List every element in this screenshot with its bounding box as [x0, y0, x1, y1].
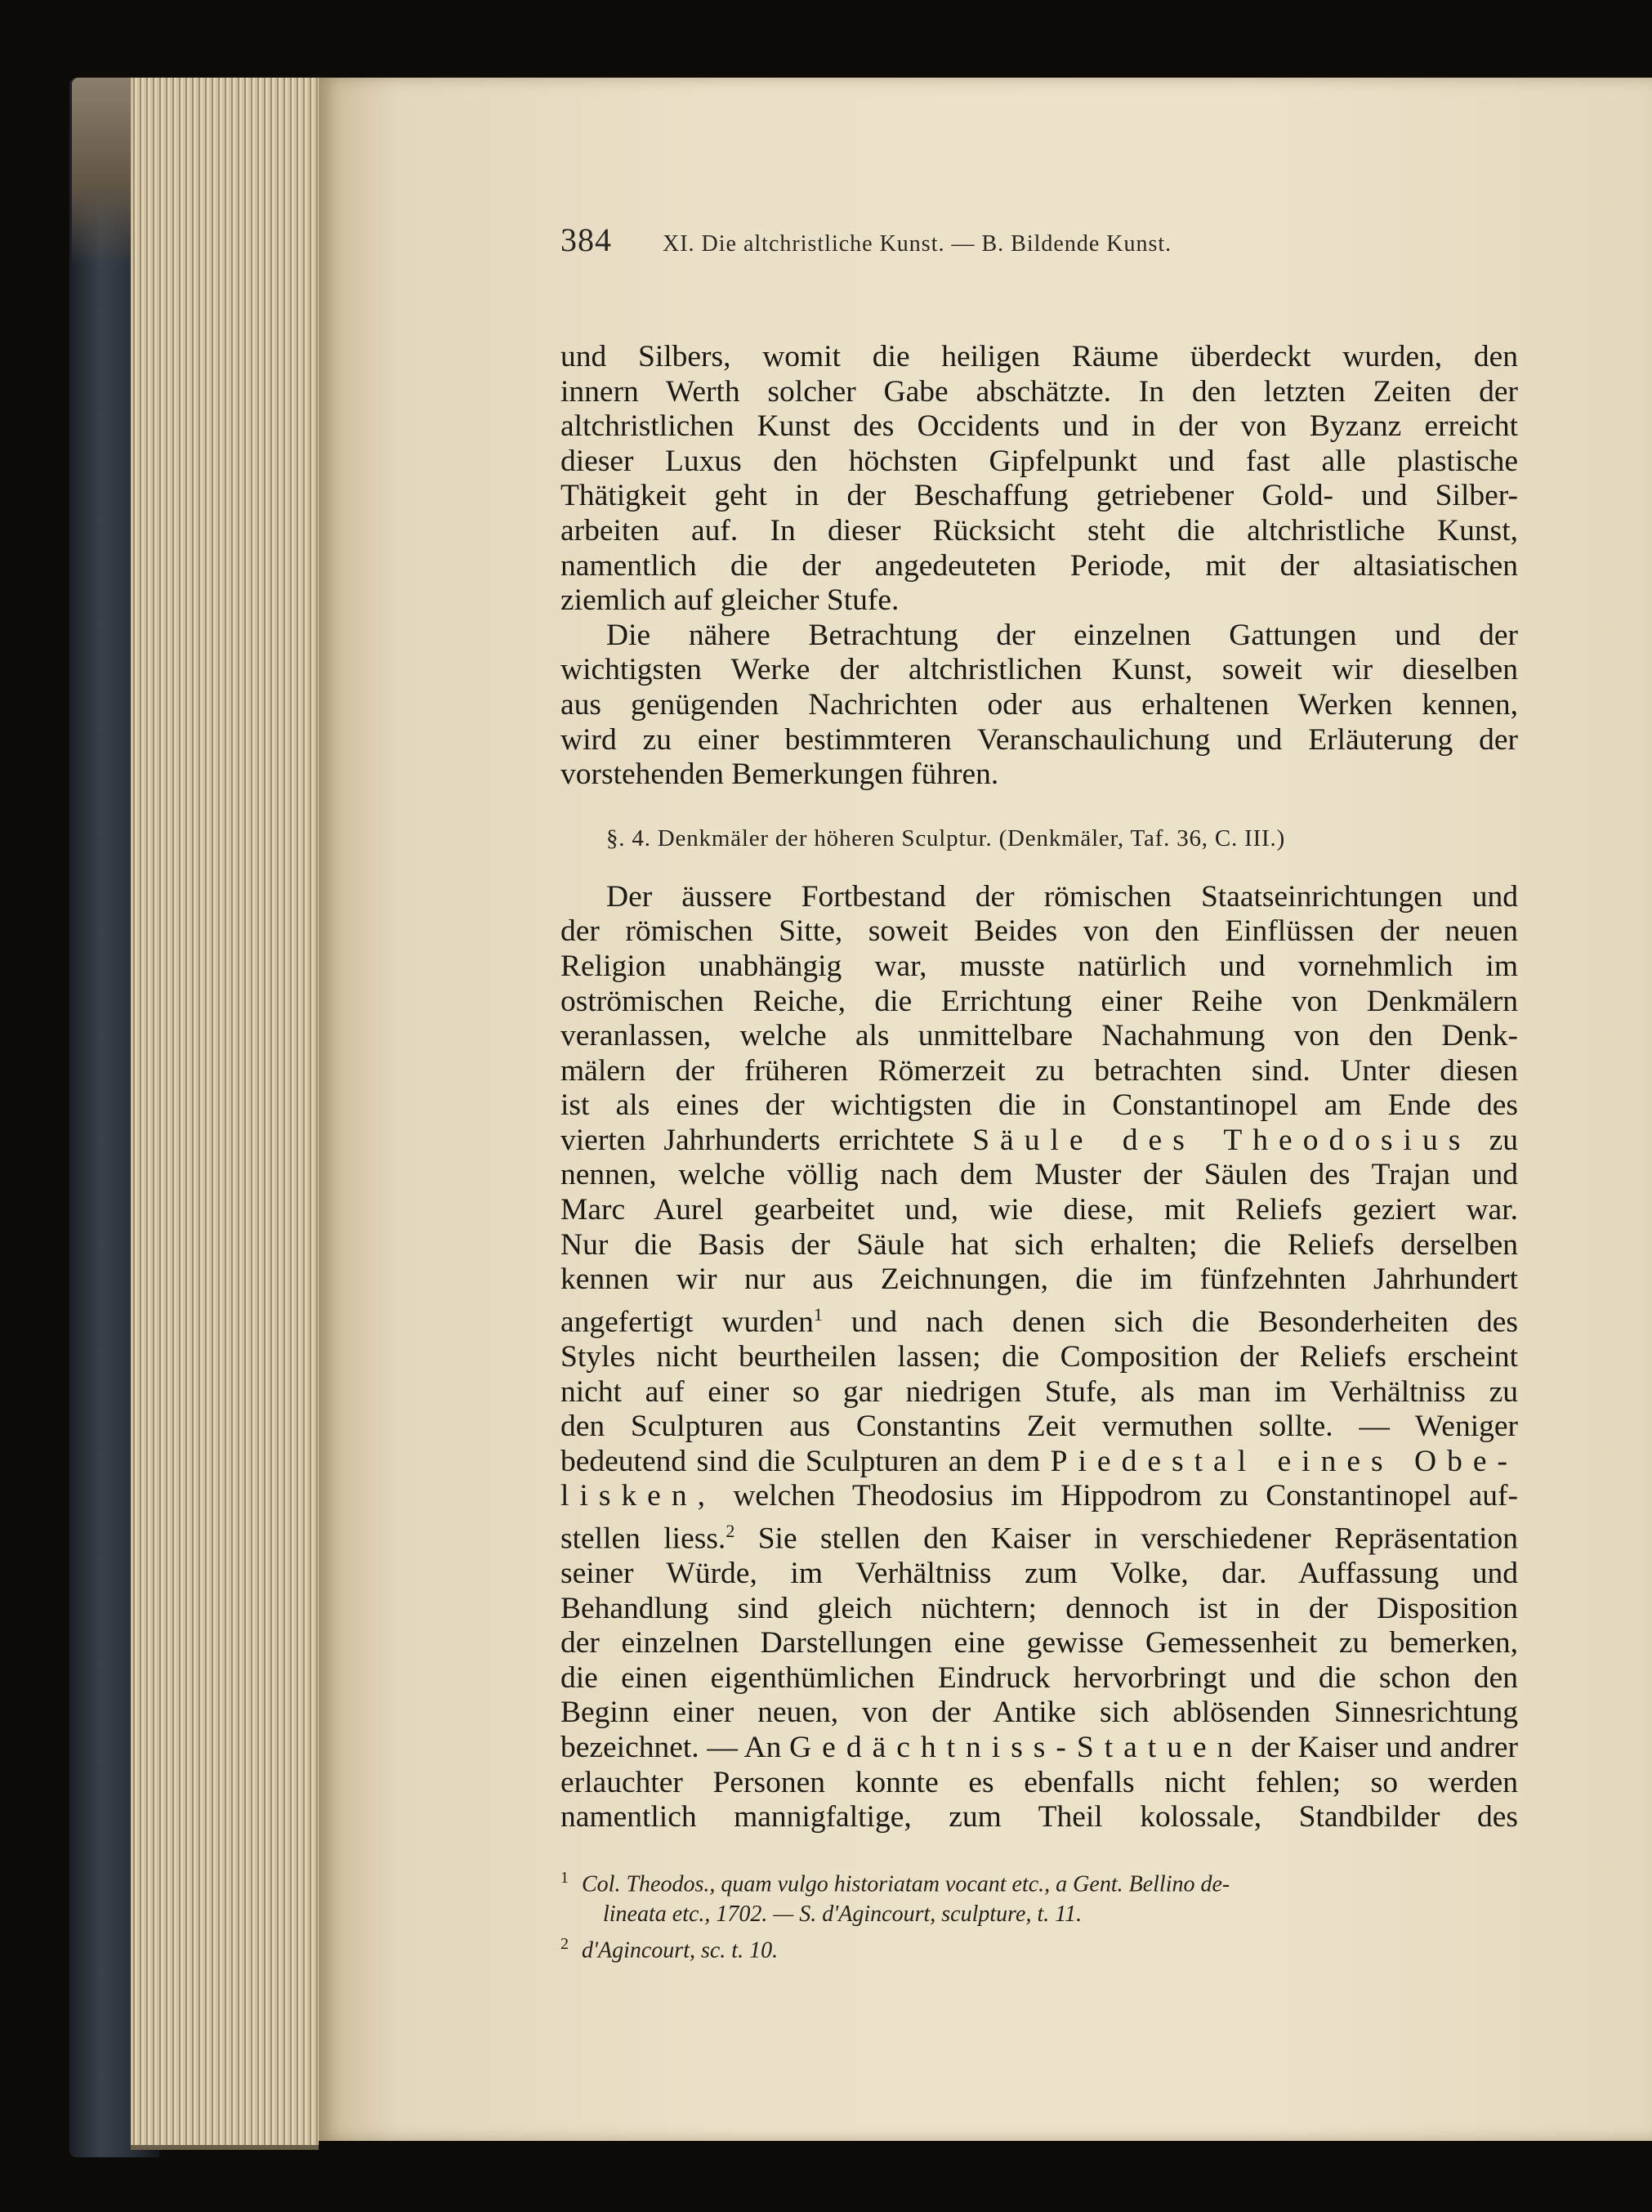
- text-line: Nur die Basis der Säule hat sich erhalten; die Reliefs derselben: [560, 1227, 1518, 1262]
- text-line: [560, 1445, 1518, 1480]
- text-line: Marc Aurel gearbeitet und, wie diese, mit Reliefs geziert war.: [560, 1193, 1518, 1227]
- emphasis-text: Gedächtniss-Statuen: [789, 1730, 1243, 1764]
- text-line: die einen eigenthümlichen Eindruck hervorbringt und die schon den: [560, 1660, 1518, 1695]
- text-line: [560, 1731, 1518, 1766]
- text-line: Der äussere Fortbestand der römischen Staatseinrichtungen und: [606, 879, 1518, 914]
- text-line: [560, 1298, 1518, 1340]
- text-run: zu: [1489, 1123, 1519, 1157]
- running-head: [560, 221, 1518, 270]
- text-line: und Silbers, womit die heiligen Räume überdeckt wurden, den: [560, 340, 1518, 373]
- footnote-text: d'Agincourt, sc. t. 10.: [582, 1937, 779, 1964]
- text-run: vierten Jahrhunderts errichtete: [560, 1123, 954, 1157]
- text-run: und nach denen sich die Besonderheiten des: [851, 1305, 1518, 1339]
- text-line: Religion unabhängig war, musste natürlich und vornehmlich im: [560, 949, 1518, 983]
- paragraph-2: [560, 619, 1518, 793]
- text-line: wird zu einer bestimmteren Veranschaulichung und Erläuterung der: [560, 722, 1518, 757]
- text-line: oströmischen Reiche, die Errichtung einer Reihe von Denkmälern: [560, 984, 1518, 1018]
- text-run: bezeichnet. — An: [560, 1730, 782, 1764]
- text-run: welchen Theodosius im Hippodrom zu Constantinopel auf-: [733, 1479, 1519, 1513]
- text-line: den Sculpturen aus Constantins Zeit vermuthen sollte. — Weniger: [560, 1410, 1518, 1444]
- text-line: Behandlung sind gleich nüchtern; dennoch ist in der Disposition: [560, 1591, 1518, 1625]
- text-line: nicht auf einer so gar niedrigen Stufe, als man im Verhältniss zu: [560, 1374, 1518, 1409]
- text-run: angefertigt wurden: [560, 1305, 814, 1339]
- text-line: ist als eines der wichtigsten die in Constantinopel am Ende des: [560, 1088, 1518, 1123]
- text-run: Sie stellen den Kaiser in verschiedener Repräsentation: [757, 1522, 1519, 1556]
- text-line: namentlich mannigfaltige, zum Theil kolossale, Standbilder des: [560, 1800, 1518, 1834]
- text-line: Styles nicht beurtheilen lassen; die Composition der Reliefs erscheint: [560, 1339, 1518, 1374]
- text-line: ziemlich auf gleicher Stufe.: [560, 583, 900, 618]
- emphasis-text: lisken,: [560, 1479, 716, 1513]
- text-line: Thätigkeit geht in der Beschaffung getriebener Gold- und Silber-: [560, 479, 1518, 513]
- running-head-title: XI. Die altchristliche Kunst. — B. Bildende Kunst.: [663, 231, 1172, 257]
- footnotes: [560, 1863, 1518, 1966]
- text-line: namentlich die der angedeuteten Periode, mit der altasiatischen: [560, 548, 1518, 583]
- emphasis-text: Säule des Theodosius: [972, 1123, 1471, 1157]
- text-line: nennen, welche völlig nach dem Muster der Säulen des Trajan und: [560, 1158, 1518, 1192]
- footnote-2: [560, 1929, 1518, 1965]
- paragraph-1: [560, 340, 1518, 619]
- footnote-ref[interactable]: 2: [726, 1520, 735, 1541]
- section-heading: §. 4. Denkmäler der höheren Sculptur. (Denkmäler, Taf. 36, C. III.): [606, 824, 1286, 851]
- footnote-number: 2: [560, 1935, 569, 1954]
- text-line: vorstehenden Bemerkungen führen.: [560, 757, 999, 792]
- text-line: kennen wir nur aus Zeichnungen, die im fünfzehnten Jahrhundert: [560, 1262, 1518, 1297]
- text-line: erlauchter Personen konnte es ebenfalls nicht fehlen; so werden: [560, 1765, 1518, 1799]
- emphasis-text: Piedestal eines Obe-: [1050, 1444, 1518, 1478]
- text-line: [560, 1479, 1518, 1514]
- text-line: innern Werth solcher Gabe abschätzte. In den letzten Zeiten der: [560, 374, 1518, 409]
- text-line: Beginn einer neuen, von der Antike sich ablösenden Sinnesrichtung: [560, 1696, 1518, 1730]
- paragraph-3: [560, 880, 1518, 1835]
- text-line: [560, 1124, 1518, 1159]
- footnote-number: 1: [560, 1868, 569, 1887]
- page-number: 384: [560, 221, 612, 258]
- page-edges: [131, 78, 319, 2150]
- text-line: Die nähere Betrachtung der einzelnen Gattungen und der: [606, 618, 1518, 652]
- text-line: der einzelnen Darstellungen eine gewisse Gemessenheit zu bemerken,: [560, 1626, 1518, 1660]
- text-line: der römischen Sitte, soweit Beides von den Einflüssen der neuen: [560, 914, 1518, 949]
- text-line: dieser Luxus den höchsten Gipfelpunkt und fast alle plastische: [560, 444, 1518, 478]
- text-line: altchristlichen Kunst des Occidents und in der von Byzanz erreicht: [560, 409, 1518, 444]
- text-line: [560, 1514, 1518, 1557]
- text-run: der Kaiser und andrer: [1251, 1730, 1518, 1764]
- footnote-ref[interactable]: 1: [813, 1303, 823, 1325]
- text-line: seiner Würde, im Verhältniss zum Volke, dar. Auffassung und: [560, 1557, 1518, 1590]
- text-line: veranlassen, welche als unmittelbare Nachahmung von den Denk-: [560, 1019, 1518, 1053]
- text-line: wichtigsten Werke der altchristlichen Kunst, soweit wir dieselben: [560, 653, 1518, 687]
- page-content: [560, 221, 1518, 1965]
- footnote-1-continued: lineata etc., 1702. — S. d'Agincourt, sculpture, t. 11.: [603, 1901, 1083, 1928]
- text-line: mälern der früheren Römerzeit zu betrachten sind. Unter diesen: [560, 1053, 1518, 1088]
- text-run: stellen liess.: [560, 1522, 726, 1556]
- text-line: arbeiten auf. In dieser Rücksicht steht die altchristliche Kunst,: [560, 513, 1518, 547]
- text-line: aus genügenden Nachrichten oder aus erhaltenen Werken kennen,: [560, 687, 1518, 722]
- footnote-text: Col. Theodos., quam vulgo historiatam vocant etc., a Gent. Bellino de-: [582, 1871, 1230, 1897]
- text-run: bedeutend sind die Sculpturen an dem: [560, 1444, 1041, 1478]
- footnote-1: [560, 1863, 1518, 1899]
